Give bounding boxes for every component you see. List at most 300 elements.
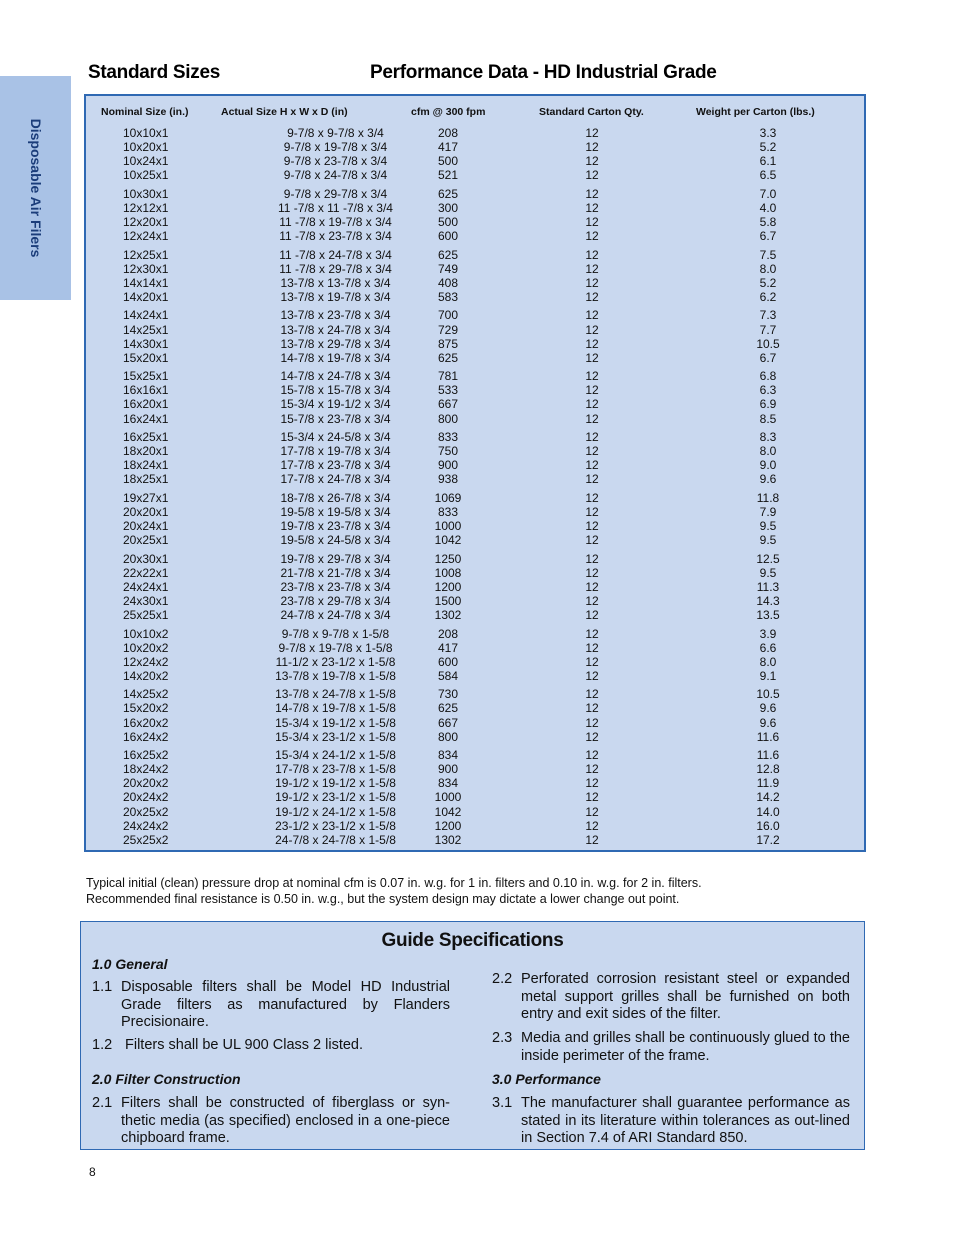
cfm-cell: 667 [437,715,459,730]
carton-qty-cell: 12 [585,472,599,487]
table-row [86,154,864,168]
actual-size-cell: 23-1/2 x 23-1/2 x 1-5/8 [275,818,396,833]
cfm-cell: 1042 [434,533,462,548]
table-row [86,833,864,847]
actual-size-cell: 17-7/8 x 24-7/8 x 3/4 [280,472,391,487]
actual-size-cell: 15-3/4 x 19-1/2 x 1-5/8 [275,715,396,730]
header-cfm: cfm @ 300 fpm [411,106,486,118]
table-row [86,533,864,547]
weight-cell: 3.9 [759,626,777,641]
weight-cell: 5.2 [759,275,777,290]
nominal-size-cell: 18x25x1 [123,472,169,487]
carton-qty-cell: 12 [585,261,599,276]
nominal-size-cell: 14x30x1 [123,336,169,351]
weight-cell: 5.8 [759,215,777,229]
actual-size-cell: 19-1/2 x 23-1/2 x 1-5/8 [275,790,396,805]
actual-size-cell: 15-3/4 x 24-1/2 x 1-5/8 [275,748,396,763]
cfm-cell: 1250 [434,551,462,566]
cfm-cell: 625 [437,247,459,262]
header-nominal-size: Nominal Size (in.) [101,106,189,118]
actual-size-cell: 13-7/8 x 29-7/8 x 3/4 [280,336,391,351]
weight-cell: 6.8 [759,369,777,384]
carton-qty-cell: 12 [585,322,599,337]
nominal-size-cell: 18x24x1 [123,458,169,473]
carton-qty-cell: 12 [585,640,599,655]
weight-cell: 6.1 [759,154,777,169]
cfm-cell: 408 [437,275,459,290]
nominal-size-cell: 12x25x1 [123,247,169,262]
carton-qty-cell: 12 [585,308,599,323]
carton-qty-cell: 12 [585,608,599,622]
table-row [86,716,864,730]
weight-cell: 12.5 [756,551,780,566]
weight-cell: 14.3 [756,593,780,608]
nominal-size-cell: 15x20x2 [123,701,169,716]
actual-size-cell: 13-7/8 x 23-7/8 x 3/4 [280,308,391,323]
nominal-size-cell: 16x20x2 [123,715,169,730]
cfm-cell: 583 [437,289,459,304]
carton-qty-cell: 12 [585,626,599,641]
nominal-size-cell: 10x20x2 [123,640,169,655]
nominal-size-cell: 24x30x1 [123,593,169,608]
weight-cell: 9.6 [759,701,777,716]
table-row [86,669,864,683]
weight-cell: 9.5 [759,519,777,533]
nominal-size-cell: 20x20x1 [123,504,169,519]
table-row [86,790,864,804]
cfm-cell: 800 [437,729,459,744]
nominal-size-cell: 14x25x2 [123,687,169,702]
spec-item-number: 3.1 [492,1095,513,1111]
cfm-cell: 938 [437,472,459,487]
actual-size-cell: 9-7/8 x 19-7/8 x 1-5/8 [278,640,393,655]
section-general-heading: 1.0 General [92,956,168,972]
carton-qty-cell: 12 [585,289,599,304]
table-row [86,627,864,641]
table-row [86,262,864,276]
cfm-cell: 521 [437,168,459,183]
spec-item-2-1 [92,1095,450,1148]
spec-item-1-1 [92,979,450,1032]
weight-cell: 3.3 [759,126,777,140]
header-carton-qty: Standard Carton Qty. [539,106,644,118]
weight-cell: 9.6 [759,715,777,730]
cfm-cell: 900 [437,762,459,777]
weight-cell: 8.5 [759,411,777,426]
spec-item-1-2 [92,1037,450,1055]
nominal-size-cell: 10x24x1 [123,154,169,169]
header-actual-size: Actual Size H x W x D (in) [221,106,348,118]
section-construction-heading: 2.0 Filter Construction [92,1071,241,1087]
weight-cell: 4.0 [759,200,777,215]
actual-size-cell: 9-7/8 x 23-7/8 x 3/4 [283,154,388,169]
table-row [86,687,864,701]
weight-cell: 14.0 [756,804,780,819]
weight-cell: 7.3 [759,308,777,323]
weight-cell: 6.2 [759,289,777,304]
nominal-size-cell: 16x25x1 [123,430,169,444]
cfm-cell: 625 [437,350,459,365]
carton-qty-cell: 12 [585,579,599,594]
cfm-cell: 208 [437,126,459,140]
carton-qty-cell: 12 [585,668,599,683]
table-row [86,290,864,304]
weight-cell: 11.8 [756,490,780,505]
actual-size-cell: 21-7/8 x 21-7/8 x 3/4 [280,565,391,580]
table-row [86,472,864,486]
spec-item-3-1 [492,1095,850,1148]
actual-size-cell: 9-7/8 x 29-7/8 x 3/4 [283,186,388,201]
cfm-cell: 584 [437,668,459,683]
table-row [86,308,864,322]
actual-size-cell: 9-7/8 x 9-7/8 x 1-5/8 [281,626,390,641]
carton-qty-cell: 12 [585,369,599,384]
cfm-cell: 1500 [434,593,462,608]
table-row [86,126,864,140]
cfm-cell: 781 [437,369,459,384]
actual-size-cell: 15-3/4 x 19-1/2 x 3/4 [280,397,391,412]
table-row [86,248,864,262]
spec-item-text: Disposable filters shall be Model HD Industrial Grade filters as manufactured by Flanders Precisionaire. [121,979,450,1030]
pressure-drop-note: Typical initial (clean) pressure drop at nominal cfm is 0.07 in. w.g. for 1 in. filters and 0.10 in. w.g. for 2 in. filters. [86,876,702,890]
cfm-cell: 1008 [434,565,462,580]
weight-cell: 7.9 [759,504,777,519]
carton-qty-cell: 12 [585,350,599,365]
table-row [86,641,864,655]
weight-cell: 11.6 [756,748,780,763]
spec-item-text: Media and grilles shall be continuously glued to the inside perimeter of the frame. [521,1030,850,1064]
actual-size-cell: 11 -7/8 x 23-7/8 x 3/4 [279,229,392,244]
cfm-cell: 900 [437,458,459,473]
table-row [86,594,864,608]
table-row [86,140,864,154]
spec-item-text: Filters shall be UL 900 Class 2 listed. [125,1037,364,1053]
nominal-size-cell: 14x20x1 [123,289,169,304]
actual-size-cell: 13-7/8 x 13-7/8 x 3/4 [280,275,391,290]
weight-cell: 11.3 [756,579,780,594]
standard-sizes-heading: Standard Sizes [88,62,221,83]
cfm-cell: 700 [437,308,459,323]
nominal-size-cell: 20x24x1 [123,519,169,533]
nominal-size-cell: 16x20x1 [123,397,169,412]
actual-size-cell: 11-1/2 x 23-1/2 x 1-5/8 [275,654,396,669]
nominal-size-cell: 25x25x1 [123,608,169,622]
spec-item-2-2 [492,971,850,1024]
carton-qty-cell: 12 [585,654,599,669]
nominal-size-cell: 12x12x1 [123,200,169,215]
weight-cell: 8.0 [759,261,777,276]
spec-item-text: Filters shall be constructed of fiberglass or syn-thetic media (as specified) enclosed in a one-piece chipboard frame. [121,1095,450,1146]
nominal-size-cell: 12x30x1 [123,261,169,276]
nominal-size-cell: 15x20x1 [123,350,169,365]
weight-cell: 6.9 [759,397,777,412]
table-row [86,580,864,594]
final-resistance-note: Recommended final resistance is 0.50 in. w.g., but the system design may dictate a lower change out point. [86,892,680,906]
cfm-cell: 1000 [434,519,462,533]
carton-qty-cell: 12 [585,776,599,791]
cfm-cell: 834 [437,748,459,763]
carton-qty-cell: 12 [585,229,599,244]
cfm-cell: 834 [437,776,459,791]
cfm-cell: 667 [437,397,459,412]
carton-qty-cell: 12 [585,551,599,566]
section-side-tab [0,76,71,300]
weight-cell: 8.0 [759,444,777,459]
spec-item-number: 2.3 [492,1030,513,1046]
weight-cell: 12.8 [756,762,780,777]
nominal-size-cell: 16x24x2 [123,729,169,744]
carton-qty-cell: 12 [585,444,599,459]
nominal-size-cell: 20x24x2 [123,790,169,805]
table-row [86,412,864,426]
nominal-size-cell: 10x10x1 [123,126,169,140]
cfm-cell: 417 [437,640,459,655]
weight-cell: 9.1 [759,668,777,683]
spec-item-number: 1.1 [92,979,113,995]
carton-qty-cell: 12 [585,275,599,290]
cfm-cell: 800 [437,411,459,426]
cfm-cell: 1302 [434,832,462,847]
carton-qty-cell: 12 [585,533,599,548]
table-row [86,730,864,744]
table-row [86,819,864,833]
actual-size-cell: 14-7/8 x 19-7/8 x 1-5/8 [275,701,396,716]
nominal-size-cell: 20x25x2 [123,804,169,819]
performance-heading: Performance Data - HD Industrial Grade [370,62,717,83]
actual-size-cell: 17-7/8 x 23-7/8 x 1-5/8 [275,762,396,777]
weight-cell: 9.6 [759,472,777,487]
table-row [86,458,864,472]
table-row [86,776,864,790]
nominal-size-cell: 10x10x2 [123,626,169,641]
nominal-size-cell: 12x24x2 [123,654,169,669]
table-row [86,168,864,182]
side-tab-label: Disposable Air Filers [27,118,44,258]
nominal-size-cell: 10x20x1 [123,140,169,155]
table-row [86,519,864,533]
actual-size-cell: 9-7/8 x 9-7/8 x 3/4 [287,126,384,140]
actual-size-cell: 15-3/4 x 23-1/2 x 1-5/8 [275,729,396,744]
weight-cell: 6.6 [759,640,777,655]
spec-item-2-3 [492,1030,850,1065]
cfm-cell: 600 [437,654,459,669]
carton-qty-cell: 12 [585,490,599,505]
nominal-size-cell: 24x24x1 [123,579,169,594]
carton-qty-cell: 12 [585,804,599,819]
table-row [86,215,864,229]
nominal-size-cell: 12x24x1 [123,229,169,244]
weight-cell: 8.0 [759,654,777,669]
carton-qty-cell: 12 [585,215,599,229]
actual-size-cell: 19-7/8 x 23-7/8 x 3/4 [280,519,391,533]
table-row [86,383,864,397]
carton-qty-cell: 12 [585,247,599,262]
actual-size-cell: 17-7/8 x 23-7/8 x 3/4 [280,458,391,473]
table-row [86,491,864,505]
table-row [86,444,864,458]
nominal-size-cell: 12x20x1 [123,215,169,229]
carton-qty-cell: 12 [585,593,599,608]
nominal-size-cell: 22x22x1 [123,565,169,580]
weight-cell: 11.6 [756,729,780,744]
cfm-cell: 729 [437,322,459,337]
weight-cell: 10.5 [756,687,780,702]
carton-qty-cell: 12 [585,715,599,730]
carton-qty-cell: 12 [585,701,599,716]
carton-qty-cell: 12 [585,336,599,351]
table-row [86,762,864,776]
table-row [86,276,864,290]
weight-cell: 17.2 [756,832,780,847]
guide-specifications-box [80,921,865,1150]
cfm-cell: 600 [437,229,459,244]
weight-cell: 7.0 [759,186,777,201]
section-performance-heading: 3.0 Performance [492,1071,601,1087]
actual-size-cell: 15-7/8 x 15-7/8 x 3/4 [280,383,391,398]
cfm-cell: 500 [437,215,459,229]
nominal-size-cell: 15x25x1 [123,369,169,384]
cfm-cell: 833 [437,504,459,519]
weight-cell: 6.7 [759,350,777,365]
actual-size-cell: 19-1/2 x 19-1/2 x 1-5/8 [275,776,396,791]
nominal-size-cell: 24x24x2 [123,818,169,833]
table-row [86,566,864,580]
performance-table [84,94,866,852]
cfm-cell: 625 [437,186,459,201]
carton-qty-cell: 12 [585,430,599,444]
cfm-cell: 730 [437,687,459,702]
actual-size-cell: 19-5/8 x 19-5/8 x 3/4 [280,504,391,519]
carton-qty-cell: 12 [585,458,599,473]
cfm-cell: 1069 [434,490,462,505]
actual-size-cell: 9-7/8 x 19-7/8 x 3/4 [283,140,388,155]
cfm-cell: 533 [437,383,459,398]
actual-size-cell: 13-7/8 x 24-7/8 x 3/4 [280,322,391,337]
cfm-cell: 749 [437,261,459,276]
nominal-size-cell: 25x25x2 [123,832,169,847]
cfm-cell: 1042 [434,804,462,819]
actual-size-cell: 11 -7/8 x 11 -7/8 x 3/4 [278,200,393,215]
cfm-cell: 1000 [434,790,462,805]
table-row [86,552,864,566]
weight-cell: 9.0 [759,458,777,473]
weight-cell: 9.5 [759,533,777,548]
actual-size-cell: 24-7/8 x 24-7/8 x 1-5/8 [275,832,396,847]
spec-item-number: 2.2 [492,971,513,987]
table-row [86,369,864,383]
nominal-size-cell: 16x16x1 [123,383,169,398]
nominal-size-cell: 19x27x1 [123,490,169,505]
carton-qty-cell: 12 [585,519,599,533]
carton-qty-cell: 12 [585,818,599,833]
nominal-size-cell: 18x24x2 [123,762,169,777]
actual-size-cell: 15-3/4 x 24-5/8 x 3/4 [280,430,391,444]
cfm-cell: 417 [437,140,459,155]
nominal-size-cell: 10x25x1 [123,168,169,183]
actual-size-cell: 11 -7/8 x 29-7/8 x 3/4 [279,261,392,276]
carton-qty-cell: 12 [585,748,599,763]
actual-size-cell: 24-7/8 x 24-7/8 x 3/4 [280,608,391,622]
carton-qty-cell: 12 [585,504,599,519]
carton-qty-cell: 12 [585,168,599,183]
table-row [86,337,864,351]
weight-cell: 8.3 [759,430,777,444]
table-row [86,748,864,762]
weight-cell: 14.2 [756,790,780,805]
weight-cell: 11.9 [756,776,780,791]
nominal-size-cell: 14x24x1 [123,308,169,323]
table-row [86,229,864,243]
table-row [86,187,864,201]
weight-cell: 16.0 [756,818,780,833]
nominal-size-cell: 10x30x1 [123,186,169,201]
spec-item-number: 1.2 [92,1037,113,1053]
table-row [86,505,864,519]
table-row [86,655,864,669]
nominal-size-cell: 14x25x1 [123,322,169,337]
cfm-cell: 1200 [434,818,462,833]
carton-qty-cell: 12 [585,383,599,398]
carton-qty-cell: 12 [585,832,599,847]
table-row [86,201,864,215]
actual-size-cell: 13-7/8 x 19-7/8 x 1-5/8 [275,668,396,683]
weight-cell: 6.7 [759,229,777,244]
actual-size-cell: 17-7/8 x 19-7/8 x 3/4 [280,444,391,459]
actual-size-cell: 13-7/8 x 24-7/8 x 1-5/8 [275,687,396,702]
actual-size-cell: 15-7/8 x 23-7/8 x 3/4 [280,411,391,426]
nominal-size-cell: 16x25x2 [123,748,169,763]
cfm-cell: 833 [437,430,459,444]
spec-item-number: 2.1 [92,1095,113,1111]
carton-qty-cell: 12 [585,790,599,805]
carton-qty-cell: 12 [585,154,599,169]
table-row [86,701,864,715]
cfm-cell: 500 [437,154,459,169]
actual-size-cell: 13-7/8 x 19-7/8 x 3/4 [280,289,391,304]
carton-qty-cell: 12 [585,687,599,702]
cfm-cell: 1200 [434,579,462,594]
spec-item-text: The manufacturer shall guarantee performance as stated in its literature within tolerances as out-lined in Section 7.4 of ARI Standard 850. [521,1095,850,1146]
actual-size-cell: 18-7/8 x 26-7/8 x 3/4 [280,490,391,505]
carton-qty-cell: 12 [585,397,599,412]
actual-size-cell: 19-5/8 x 24-5/8 x 3/4 [280,533,391,548]
carton-qty-cell: 12 [585,140,599,155]
cfm-cell: 300 [437,200,459,215]
table-row [86,397,864,411]
carton-qty-cell: 12 [585,186,599,201]
actual-size-cell: 11 -7/8 x 19-7/8 x 3/4 [279,215,392,229]
nominal-size-cell: 14x14x1 [123,275,169,290]
actual-size-cell: 23-7/8 x 29-7/8 x 3/4 [280,593,391,608]
actual-size-cell: 14-7/8 x 19-7/8 x 3/4 [280,350,391,365]
weight-cell: 7.7 [759,322,777,337]
weight-cell: 9.5 [759,565,777,580]
weight-cell: 6.5 [759,168,777,183]
cfm-cell: 208 [437,626,459,641]
carton-qty-cell: 12 [585,411,599,426]
carton-qty-cell: 12 [585,762,599,777]
header-weight: Weight per Carton (lbs.) [696,106,815,118]
carton-qty-cell: 12 [585,126,599,140]
actual-size-cell: 23-7/8 x 23-7/8 x 3/4 [280,579,391,594]
nominal-size-cell: 14x20x2 [123,668,169,683]
table-row [86,351,864,365]
weight-cell: 6.3 [759,383,777,398]
nominal-size-cell: 16x24x1 [123,411,169,426]
nominal-size-cell: 20x20x2 [123,776,169,791]
table-row [86,430,864,444]
nominal-size-cell: 20x30x1 [123,551,169,566]
